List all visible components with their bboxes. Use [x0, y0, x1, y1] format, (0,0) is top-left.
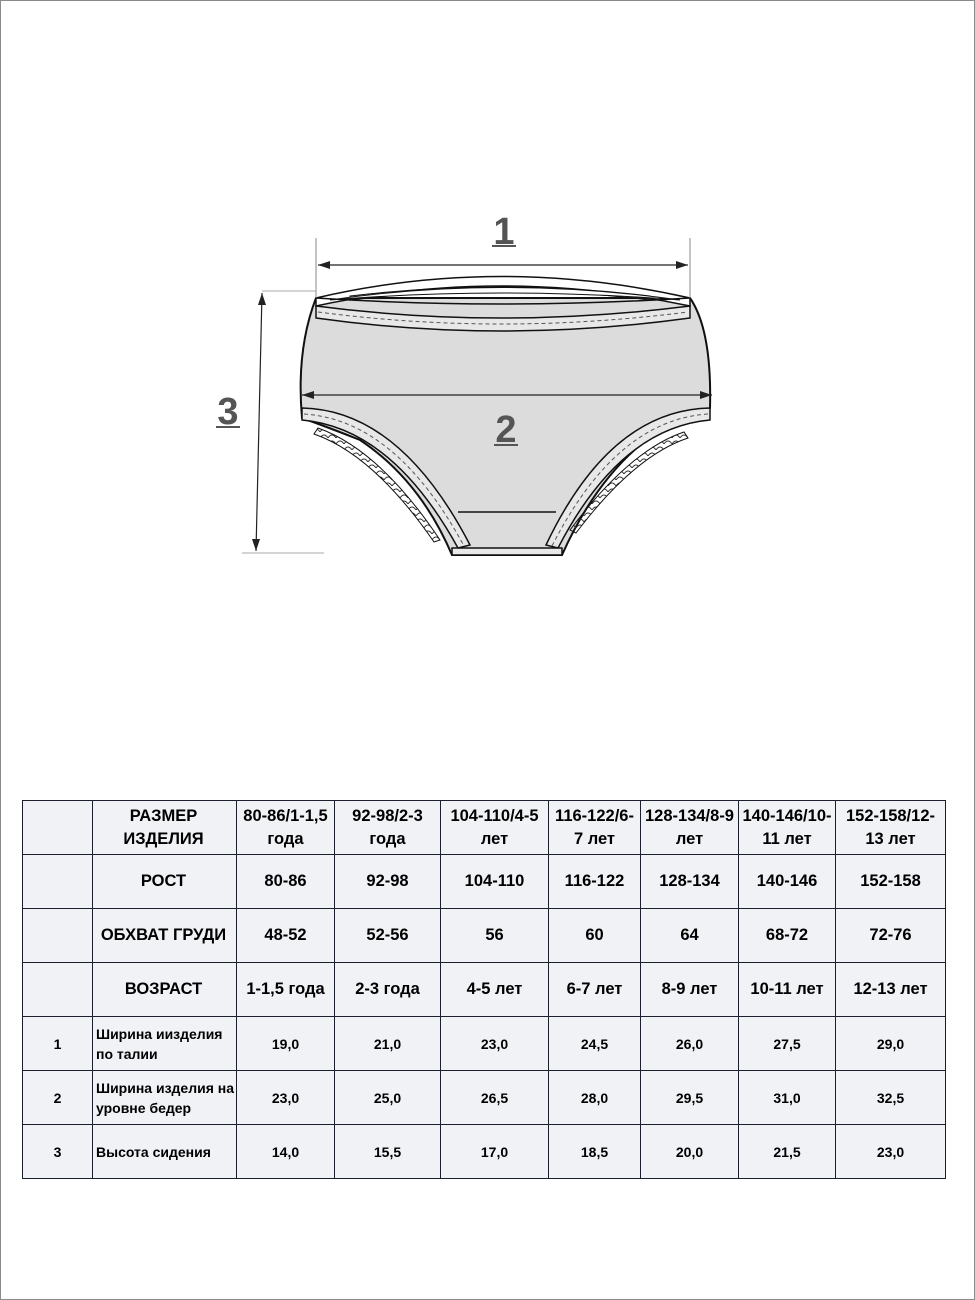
size-chart-table	[22, 800, 946, 1179]
table-cell: 20,0	[641, 1125, 739, 1179]
table-cell: 80-86	[237, 855, 335, 909]
row-number: 2	[23, 1071, 93, 1125]
measurement-row	[23, 1071, 946, 1125]
row-number	[23, 909, 93, 963]
dimension-label-1: 1	[493, 211, 515, 253]
table-cell: 6-7 лет	[549, 963, 641, 1017]
table-cell: 104-110/4-5 лет	[441, 801, 549, 855]
table-cell: 68-72	[739, 909, 836, 963]
table-cell: 27,5	[739, 1017, 836, 1071]
table-cell: 140-146	[739, 855, 836, 909]
table-cell: 29,0	[836, 1017, 946, 1071]
table-cell: 48-52	[237, 909, 335, 963]
table-cell: 14,0	[237, 1125, 335, 1179]
table-cell: 24,5	[549, 1017, 641, 1071]
row-number	[23, 801, 93, 855]
table-cell: 2-3 года	[335, 963, 441, 1017]
table-cell: 152-158/12-13 лет	[836, 801, 946, 855]
table-cell: 26,5	[441, 1071, 549, 1125]
table-cell: 29,5	[641, 1071, 739, 1125]
row-label: Ширина изделия на уровне бедер	[93, 1071, 237, 1125]
table-cell: 17,0	[441, 1125, 549, 1179]
table-cell: 4-5 лет	[441, 963, 549, 1017]
row-number	[23, 855, 93, 909]
header-row	[23, 963, 946, 1017]
row-label: Ширина иизделия по талии	[93, 1017, 237, 1071]
row-label: РАЗМЕР ИЗДЕЛИЯ	[93, 801, 237, 855]
table-cell: 72-76	[836, 909, 946, 963]
table-cell: 28,0	[549, 1071, 641, 1125]
table-cell: 25,0	[335, 1071, 441, 1125]
row-number: 1	[23, 1017, 93, 1071]
row-label: РОСТ	[93, 855, 237, 909]
table-cell: 152-158	[836, 855, 946, 909]
table-cell: 21,5	[739, 1125, 836, 1179]
table-cell: 8-9 лет	[641, 963, 739, 1017]
table-cell: 1-1,5 года	[237, 963, 335, 1017]
measurement-row	[23, 1017, 946, 1071]
table-cell: 60	[549, 909, 641, 963]
table-cell: 116-122	[549, 855, 641, 909]
table-cell: 23,0	[441, 1017, 549, 1071]
table-cell: 80-86/1-1,5 года	[237, 801, 335, 855]
header-row	[23, 855, 946, 909]
table-cell: 31,0	[739, 1071, 836, 1125]
table-cell: 128-134/8-9 лет	[641, 801, 739, 855]
row-number: 3	[23, 1125, 93, 1179]
table-cell: 23,0	[836, 1125, 946, 1179]
table-cell: 18,5	[549, 1125, 641, 1179]
table-cell: 21,0	[335, 1017, 441, 1071]
table-cell: 15,5	[335, 1125, 441, 1179]
table-cell: 140-146/10-11 лет	[739, 801, 836, 855]
table-cell: 92-98	[335, 855, 441, 909]
table-cell: 19,0	[237, 1017, 335, 1071]
dimension-label-2: 2	[495, 409, 517, 451]
table-cell: 10-11 лет	[739, 963, 836, 1017]
header-row	[23, 909, 946, 963]
table-cell: 104-110	[441, 855, 549, 909]
table-cell: 116-122/6-7 лет	[549, 801, 641, 855]
table-cell: 56	[441, 909, 549, 963]
row-label: ОБХВАТ ГРУДИ	[93, 909, 237, 963]
table-cell: 26,0	[641, 1017, 739, 1071]
table-cell: 32,5	[836, 1071, 946, 1125]
table-cell: 128-134	[641, 855, 739, 909]
row-number	[23, 963, 93, 1017]
table-cell: 64	[641, 909, 739, 963]
row-label: ВОЗРАСТ	[93, 963, 237, 1017]
table-cell: 12-13 лет	[836, 963, 946, 1017]
table-cell: 92-98/2-3 года	[335, 801, 441, 855]
table-cell: 52-56	[335, 909, 441, 963]
measurement-row	[23, 1125, 946, 1179]
header-row	[23, 801, 946, 855]
row-label: Высота сидения	[93, 1125, 237, 1179]
dimension-label-3: 3	[217, 391, 239, 433]
table-cell: 23,0	[237, 1071, 335, 1125]
